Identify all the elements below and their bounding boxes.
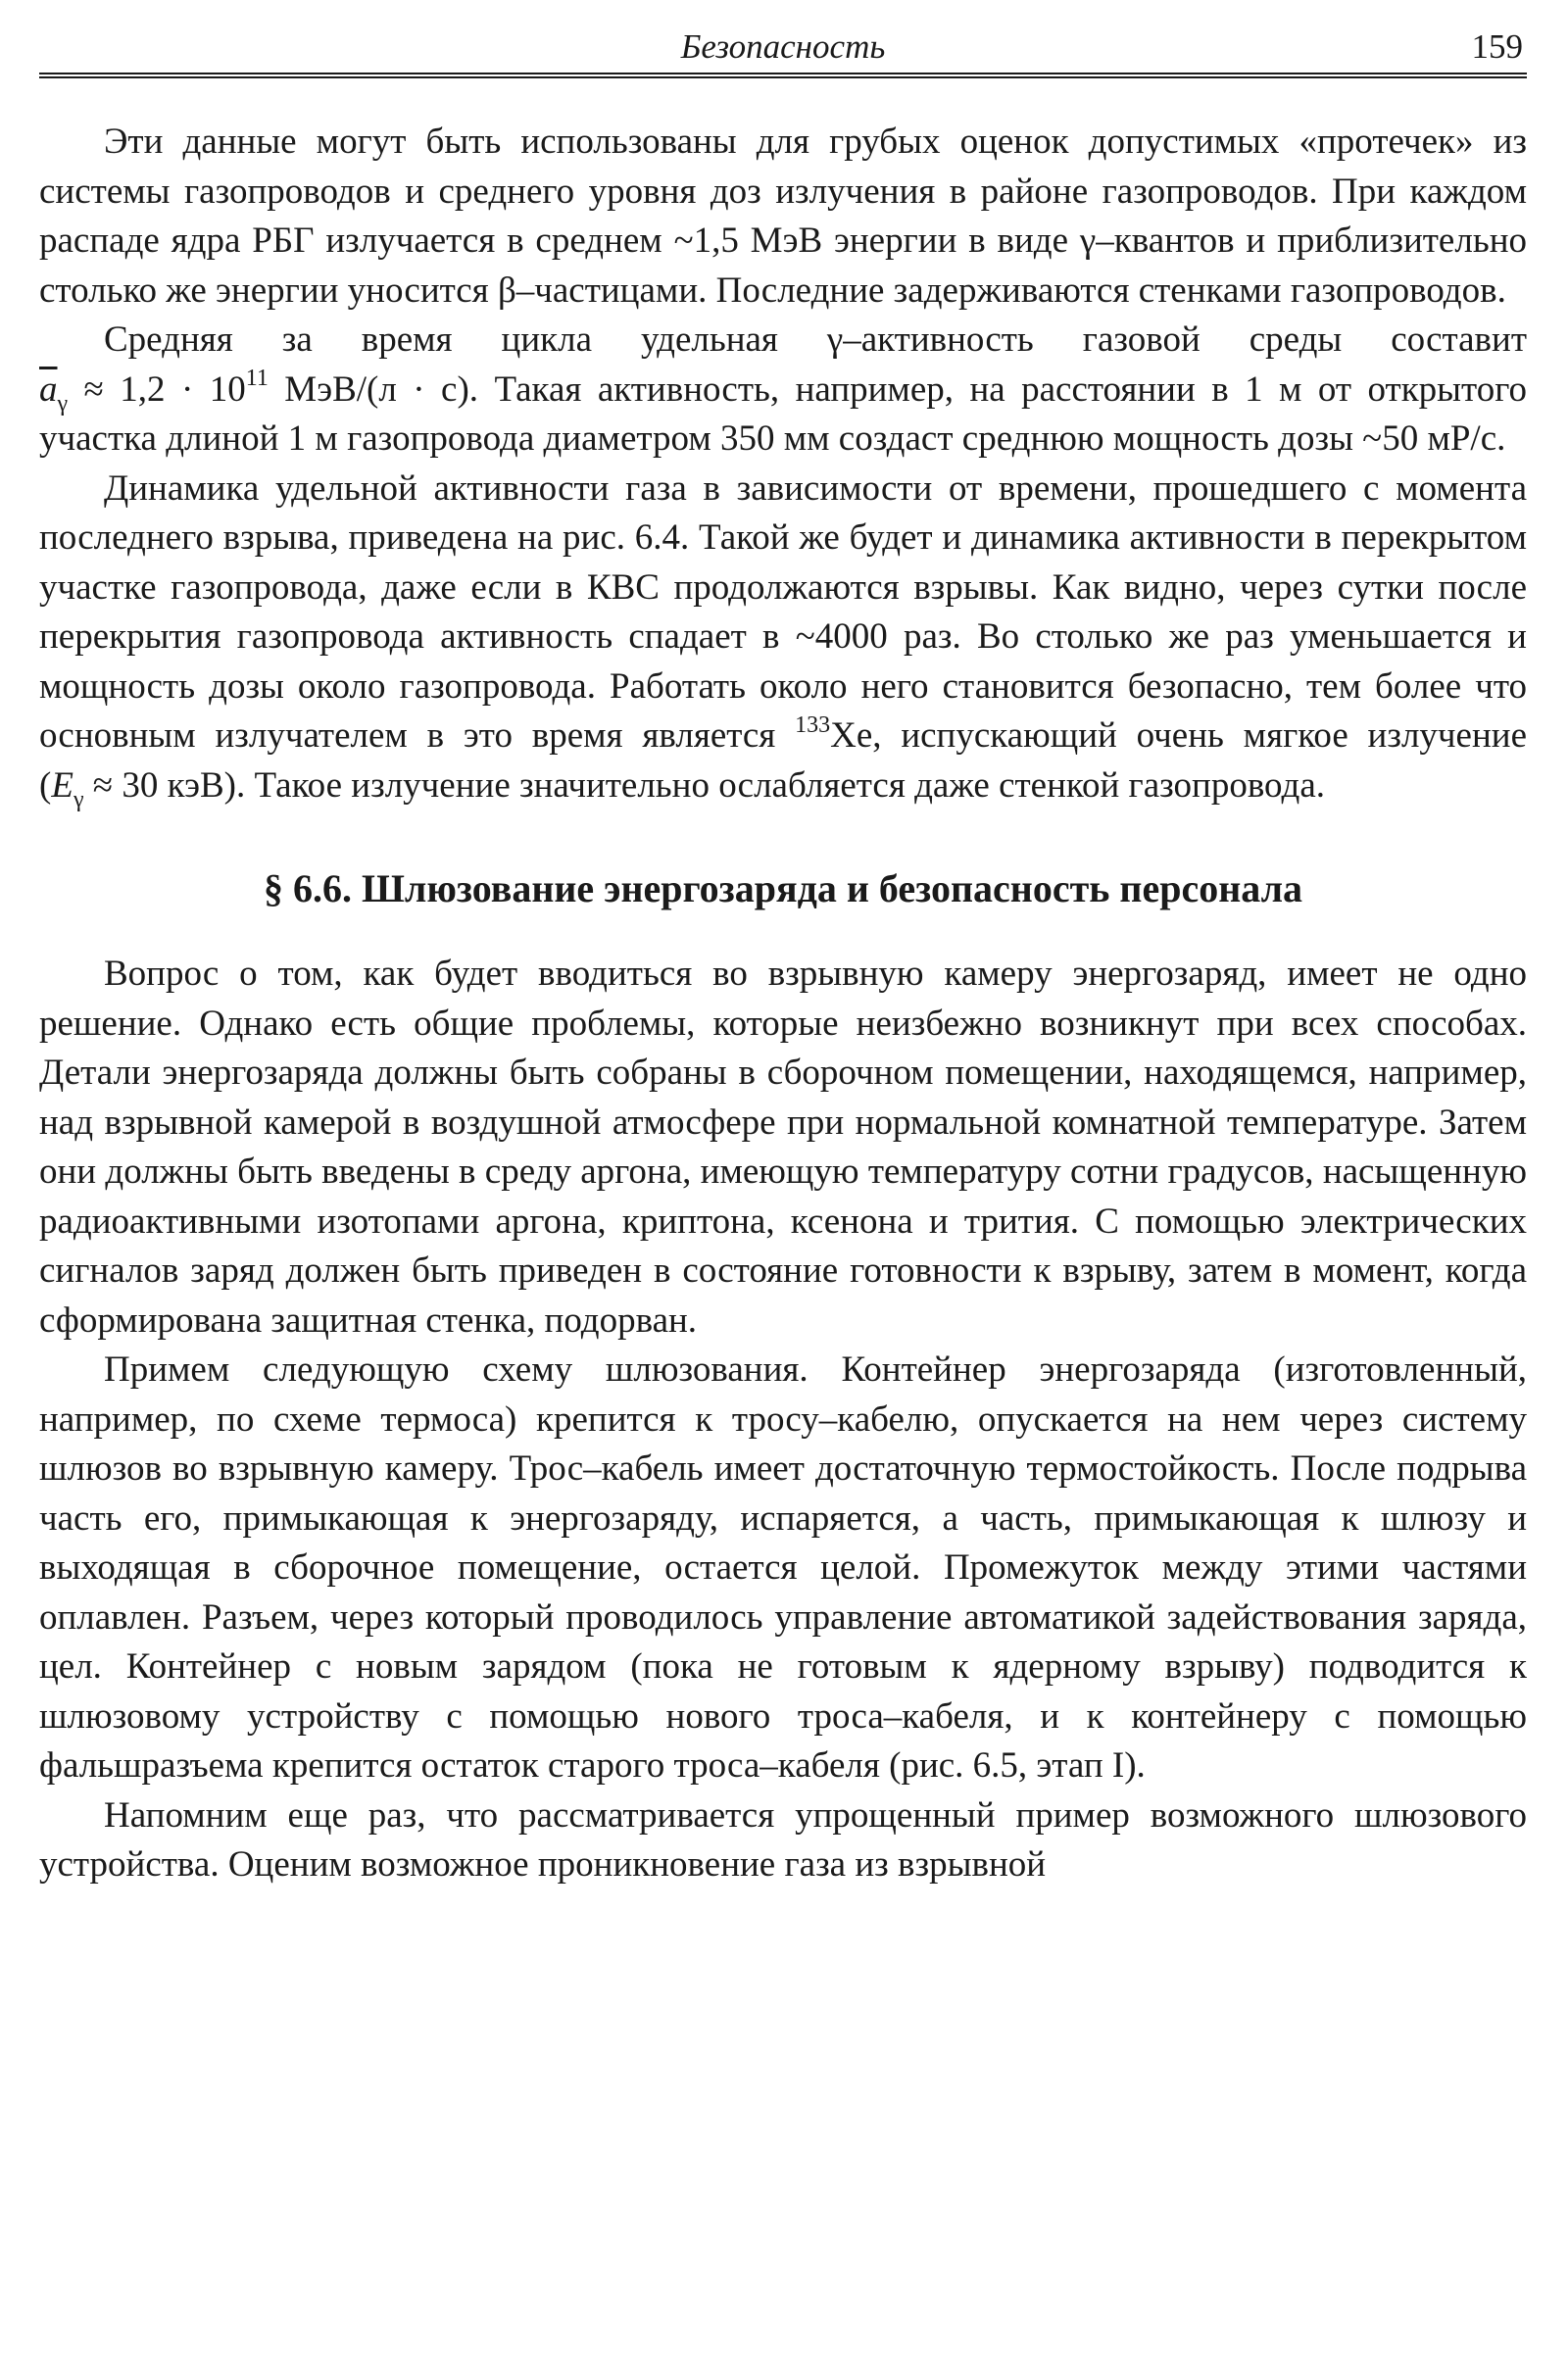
paragraph-2-lead: Средняя за время цикла удельная γ–активность газовой среды составит <box>104 319 1527 360</box>
paragraph-1: Эти данные могут быть использованы для грубых оценок допустимых «протечек» из системы газопроводов и среднего уровня доз излучения в районе газопроводов. При каждом распаде ядра РБГ излучается в среднем ~1,5 МэВ энергии в виде γ–квантов и приблизительно столько же энергии уносится β–частицами. Последние задерживаются стенками газопроводов. <box>39 122 1527 311</box>
formula-exponent: 11 <box>245 366 269 392</box>
header-double-rule <box>39 73 1527 78</box>
energy-formula <box>51 764 224 812</box>
isotope-mass-number: 133 <box>795 711 831 738</box>
formula-symbol: $\overline{a}$ <box>39 368 58 410</box>
energy-value: ≈ 30 кэВ <box>83 764 224 806</box>
page-number: 159 <box>1471 27 1523 66</box>
formula-units: МэВ/(л · с) <box>268 368 469 410</box>
isotope-xenon-133 <box>795 711 873 756</box>
paragraph-3 <box>39 465 1527 811</box>
isotope-symbol: Xe <box>830 715 873 756</box>
paragraph-3-rest: ). Такое излучение значительно ослабляется даже стенкой газопровода. <box>223 764 1325 806</box>
energy-subscript: γ <box>73 786 84 812</box>
paragraph-3-middle: , испускающий очень мягкое излучение ( <box>39 715 1527 806</box>
paragraph-2-rest: . Такая активность, например, на расстоянии в 1 м от открытого участка длиной 1 м газопровода диаметром 350 мм создаст среднюю мощность дозы ~50 мР/с. <box>39 368 1527 459</box>
running-header <box>39 25 1527 69</box>
paragraph-6: Напомним еще раз, что рассматривается упрощенный пример возможного шлюзового устройства. Оценим возможное проникновение газа из взрывной <box>39 1794 1527 1885</box>
paragraph-4: Вопрос о том, как будет вводиться во взрывную камеру энергозаряд, имеет не одно решение. Однако есть общие проблемы, которые неизбежно возникнут при всех способах. Детали энергозаряда должны быть собраны в сборочном помещении, находящемся, например, над взрывной камерой в воздушной атмосфере при нормальной комнатной температуре. Затем они должны быть введены в среду аргона, имеющую температуру сотни градусов, насыщенную радиоактивными изотопами аргона, криптона, ксенона и трития. С помощью электрических сигналов заряд должен быть приведен в состояние готовности к взрыву, затем в момент, когда сформирована защитная стенка, подорван. <box>39 954 1527 1341</box>
paragraph-2 <box>39 316 1527 465</box>
paragraph-3-lead: Динамика удельной активности газа в зависимости от времени, прошедшего с момента последнего взрыва, приведена на рис. 6.4. Такой же будет и динамика активности в перекрытом участке газопровода, даже если в КВС продолжаются взрывы. Как видно, через сутки после перекрытия газопровода активность спадает в ~4000 раз. Во столько же раз уменьшается и мощность дозы около газопровода. Работать около него становится безопасно, тем более что основным излучателем в это время является <box>39 467 1527 756</box>
formula-relation: ≈ 1,2 · 10 <box>68 368 246 410</box>
chapter-title: Безопасность <box>680 27 886 66</box>
paragraph-5: Примем следующую схему шлюзования. Контейнер энергозаряда (изготовленный, например, по схеме термоса) крепится к тросу–кабелю, опускается на нем через систему шлюзов во взрывную камеру. Трос–кабель имеет достаточную термостойкость. После подрыва часть его, примыкающая к энергозаряду, испаряется, а часть, примыкающая к шлюзу и выходящая в сборочное помещение, остается целой. Промежуток между этими частями оплавлен. Разъем, через который проводилось управление автоматикой задействования заряда, цел. Контейнер с новым зарядом (пока не готовым к ядерному взрыву) подводится к шлюзовому устройству с помощью нового троса–кабеля, и к контейнеру с помощью фальшразъема крепится остаток старого троса–кабеля (рис. 6.5, этап I). <box>39 1349 1527 1786</box>
body-text <box>39 118 1527 1890</box>
activity-formula <box>39 366 469 417</box>
formula-subscript: γ <box>57 390 69 417</box>
energy-symbol: E <box>51 764 74 806</box>
section-heading: § 6.6. Шлюзование энергозаряда и безопасность персонала <box>263 866 1303 910</box>
